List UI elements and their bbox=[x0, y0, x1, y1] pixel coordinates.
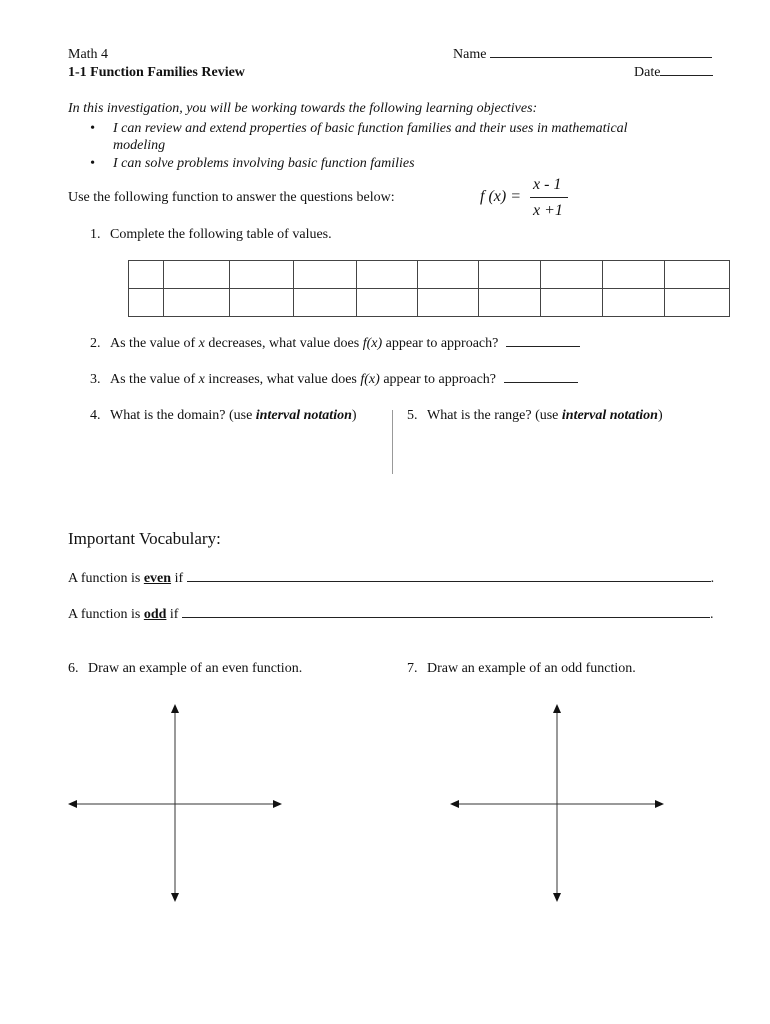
course-label: Math 4 bbox=[68, 47, 109, 62]
objectives-list bbox=[90, 120, 690, 173]
table-cell[interactable] bbox=[665, 261, 730, 289]
answer-blank[interactable] bbox=[504, 382, 578, 383]
table-row bbox=[129, 289, 730, 317]
table-cell[interactable] bbox=[129, 261, 164, 289]
question-1: 1. Complete the following table of values. bbox=[90, 227, 332, 242]
table-cell[interactable] bbox=[541, 261, 603, 289]
function-lhs: f (x) = bbox=[480, 188, 521, 205]
table-cell[interactable] bbox=[230, 289, 294, 317]
date-line[interactable] bbox=[634, 65, 713, 81]
function-prompt: Use the following function to answer the questions below: bbox=[68, 190, 395, 205]
table-cell[interactable] bbox=[357, 261, 418, 289]
table-cell[interactable] bbox=[164, 261, 230, 289]
even-axes[interactable] bbox=[66, 700, 286, 906]
odd-axes[interactable] bbox=[448, 700, 668, 906]
arrow-down-icon bbox=[553, 893, 561, 902]
arrow-up-icon bbox=[171, 704, 179, 713]
table-row bbox=[129, 261, 730, 289]
date-blank[interactable] bbox=[660, 75, 713, 76]
table-cell[interactable] bbox=[479, 289, 541, 317]
table-cell[interactable] bbox=[541, 289, 603, 317]
function-denominator: x +1 bbox=[533, 202, 563, 219]
table-cell[interactable] bbox=[603, 261, 665, 289]
objective-item: • I can review and extend properties of basic function families and their uses in mathematical modeling bbox=[90, 121, 628, 153]
question-3: 3. As the value of x increases, what value does f(x) appear to approach? bbox=[90, 372, 578, 388]
name-label: Name bbox=[453, 47, 487, 62]
answer-blank[interactable] bbox=[506, 346, 580, 347]
question-7: 7. Draw an example of an odd function. bbox=[407, 661, 636, 676]
even-definition: A function is even if . bbox=[68, 571, 715, 586]
odd-blank[interactable] bbox=[182, 617, 710, 618]
arrow-down-icon bbox=[171, 893, 179, 902]
vocab-heading: Important Vocabulary: bbox=[68, 529, 221, 548]
question-6: 6. Draw an example of an even function. bbox=[68, 661, 303, 676]
table-cell[interactable] bbox=[418, 289, 479, 317]
arrow-left-icon bbox=[450, 800, 459, 808]
name-blank[interactable] bbox=[490, 57, 712, 58]
table-cell[interactable] bbox=[230, 261, 294, 289]
question-5: 5. What is the range? (use interval notation) bbox=[407, 408, 663, 423]
odd-definition: A function is odd if . bbox=[68, 607, 714, 622]
question-2: 2. As the value of x decreases, what value does f(x) appear to approach? bbox=[90, 336, 580, 352]
objective-item: • I can solve problems involving basic function families bbox=[90, 156, 415, 171]
arrow-up-icon bbox=[553, 704, 561, 713]
table-cell[interactable] bbox=[357, 289, 418, 317]
table-cell[interactable] bbox=[164, 289, 230, 317]
table-cell[interactable] bbox=[603, 289, 665, 317]
odd-term: odd bbox=[143, 607, 167, 622]
arrow-left-icon bbox=[68, 800, 77, 808]
table-cell[interactable] bbox=[294, 261, 357, 289]
bullet-icon: • bbox=[90, 156, 95, 171]
date-label: Date bbox=[634, 65, 661, 80]
values-table bbox=[128, 260, 730, 317]
fraction-bar bbox=[530, 197, 568, 198]
column-divider bbox=[392, 410, 393, 474]
name-line[interactable] bbox=[453, 47, 712, 63]
arrow-right-icon bbox=[273, 800, 282, 808]
even-blank[interactable] bbox=[187, 581, 711, 582]
table-cell[interactable] bbox=[129, 289, 164, 317]
table-cell[interactable] bbox=[294, 289, 357, 317]
question-4: 4. What is the domain? (use interval notation) bbox=[90, 408, 357, 423]
objectives-intro: In this investigation, you will be working towards the following learning objectives: bbox=[68, 101, 538, 116]
table-cell[interactable] bbox=[479, 261, 541, 289]
table-cell[interactable] bbox=[418, 261, 479, 289]
page-title: 1-1 Function Families Review bbox=[68, 65, 245, 80]
arrow-right-icon bbox=[655, 800, 664, 808]
table-cell[interactable] bbox=[665, 289, 730, 317]
function-numerator: x - 1 bbox=[533, 176, 562, 193]
even-term: even bbox=[143, 571, 172, 586]
bullet-icon: • bbox=[90, 121, 95, 136]
